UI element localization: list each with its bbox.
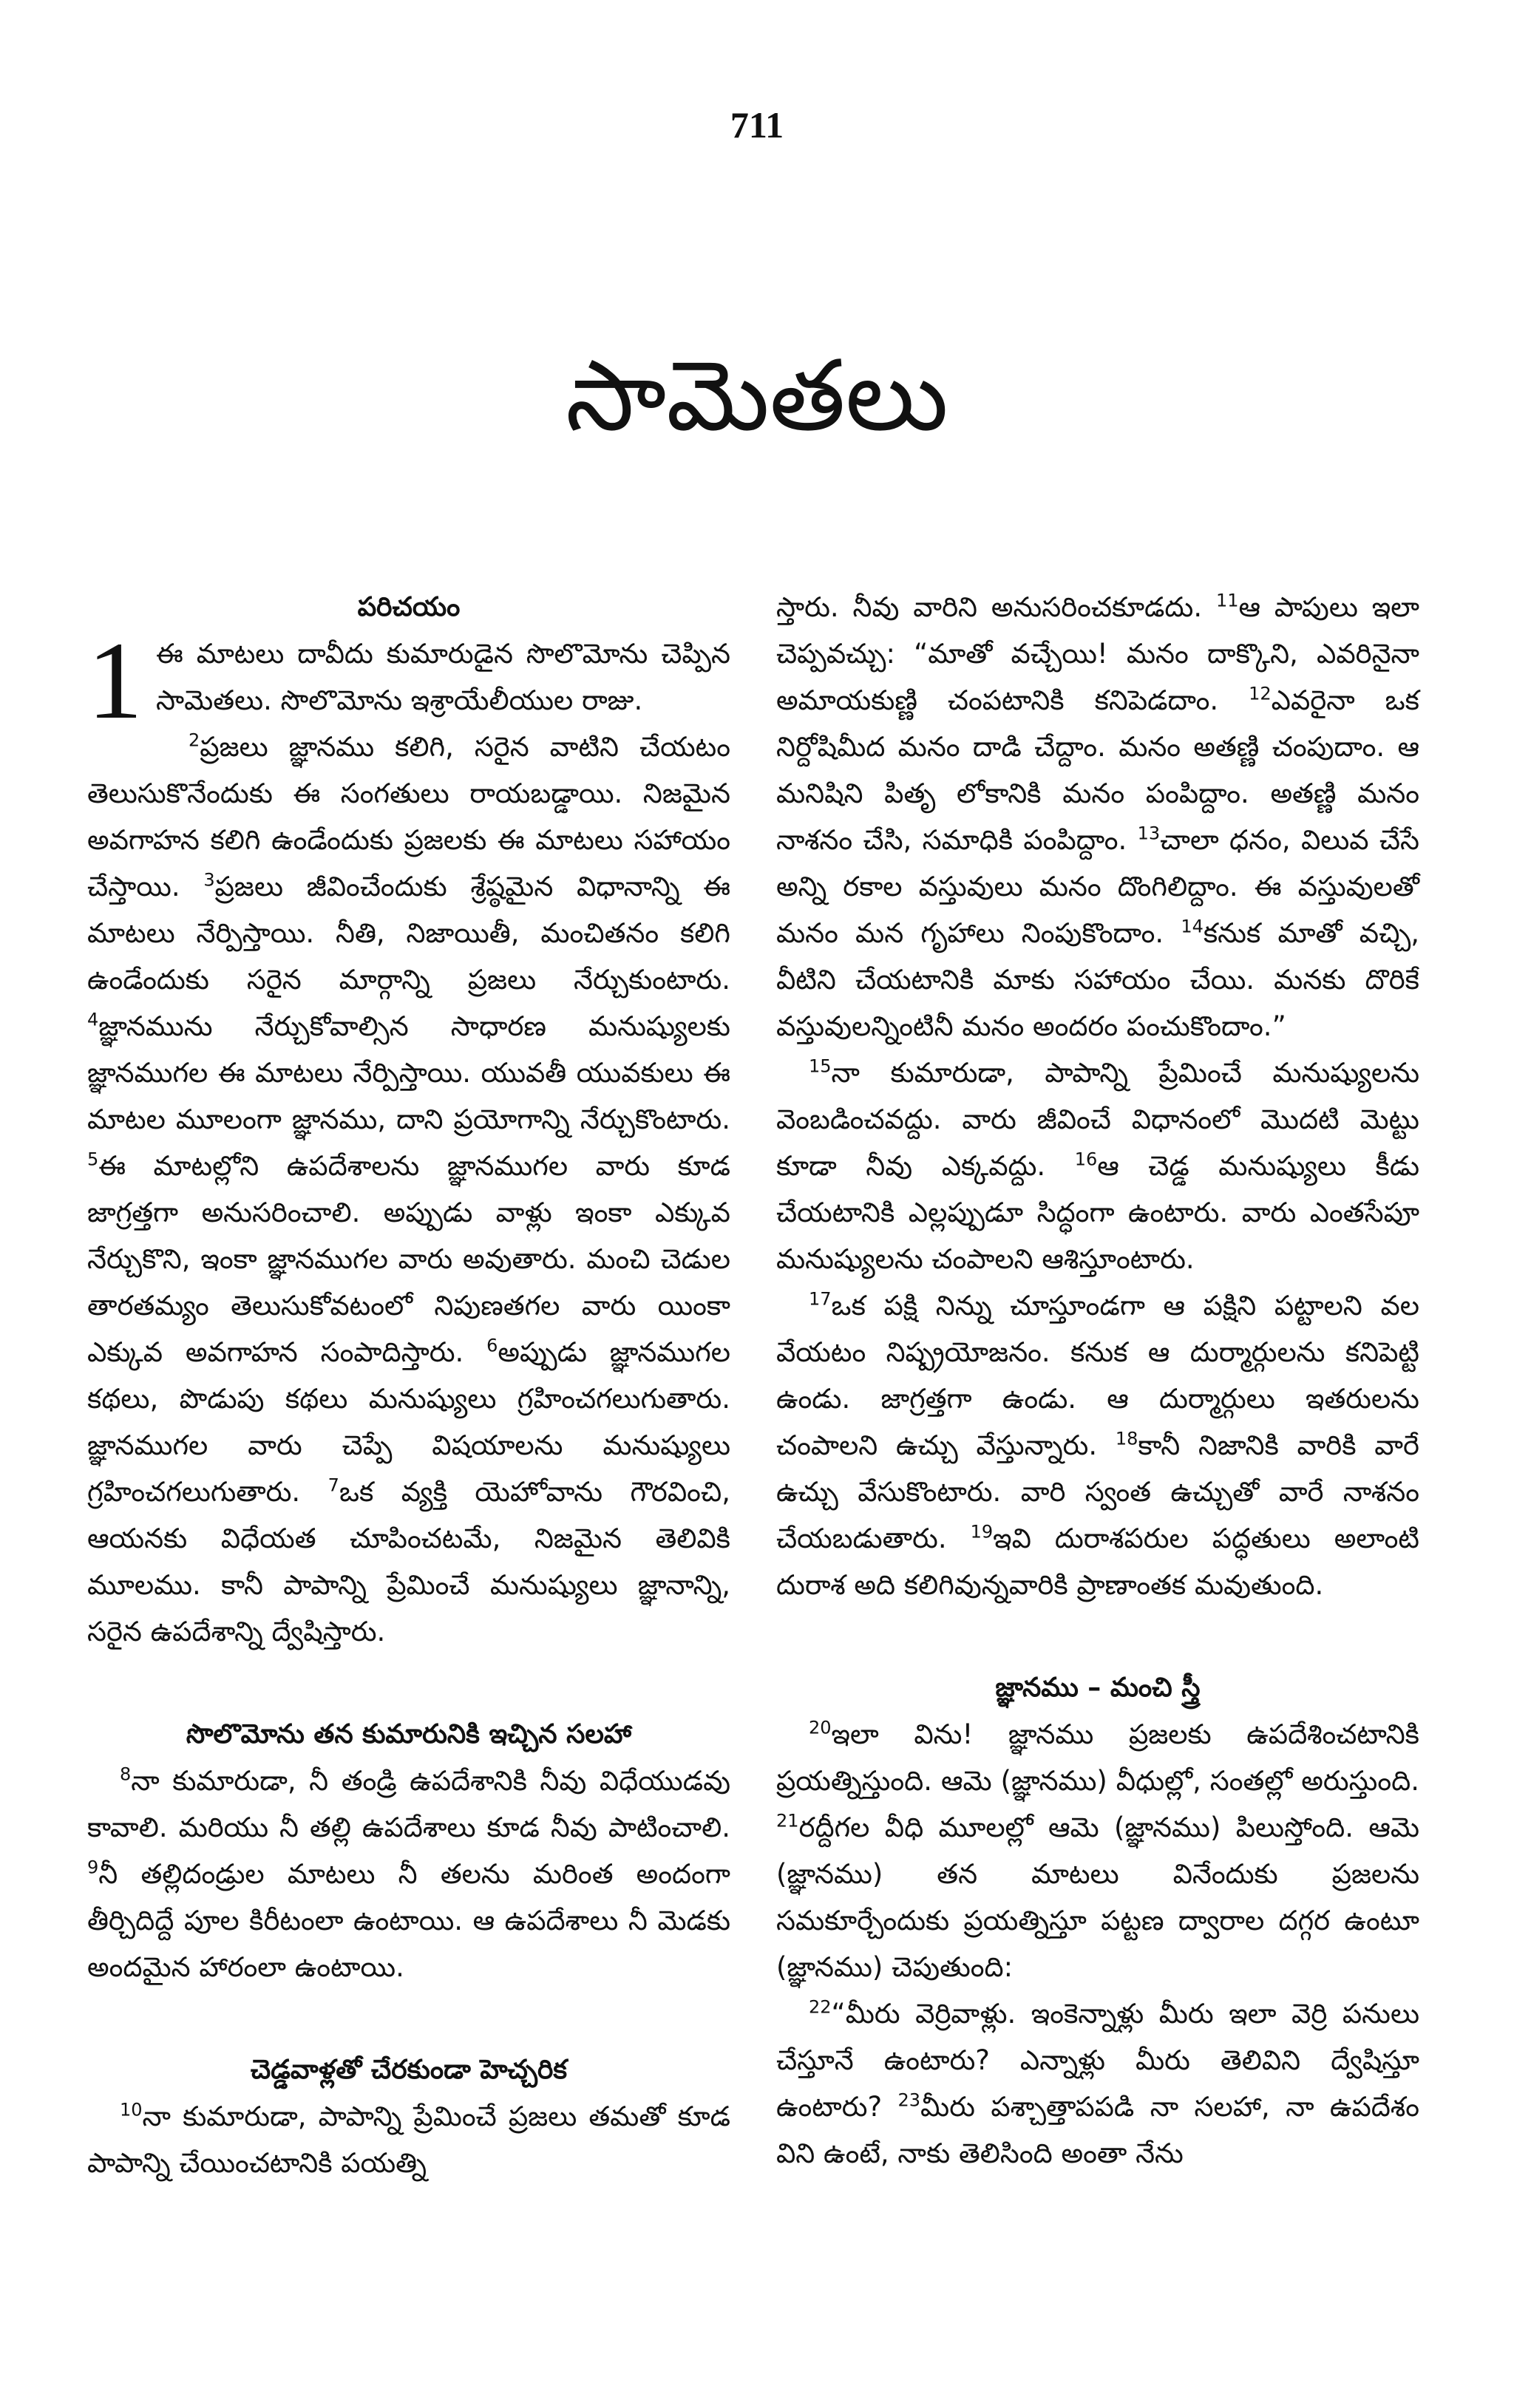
verse-paragraph <box>776 1990 1419 2177</box>
verse-number: 14 <box>1181 916 1204 937</box>
verse-paragraph <box>776 1711 1419 1990</box>
verse-number: 6 <box>486 1335 498 1356</box>
verse-text: ఆ పాపులు ఇలా చెప్పవచ్చు: “మాతో వచ్చేయి! మనం దాక్కొని, ఎవరినైనా అమాయకుణ్ణి చంపటానికి కనిపెడదాం. <box>776 591 1419 716</box>
verse-paragraph <box>776 584 1419 1050</box>
chapter-number: 1 <box>87 619 143 742</box>
verse-text: నా కుమారుడా, నీ తండ్రి ఉపదేశానికి నీవు విధేయుడవు కావాలి. మరియు నీ తల్లి ఉపదేశాలు కూడ నీవు పాటించాలి. <box>87 1765 730 1843</box>
verse-text: ఒక పక్షి నిన్ను చూస్తూండగా ఆ పక్షిని పట్టాలని వల వేయటం నిష్ప్రయోజనం. కనుక ఆ దుర్మార్గులను కనిపెట్టి ఉండు. జాగ్రత్తగా ఉండు. ఆ దుర్మార్గులు ఇతరులను చంపాలని ఉచ్చు వేస్తున్నారు. <box>776 1290 1419 1461</box>
verse-text: అప్పుడు జ్ఞానముగల కథలు, పొడుపు కథలు మనుష్యులు గ్రహించగలుగుతారు. జ్ఞానముగల వారు చెప్పే విషయాలను మనుష్యులు గ్రహించగలుగుతారు. <box>87 1336 731 1508</box>
verse-text: కానీ నిజానికి వారికి వారే ఉచ్చు వేసుకొంటారు. వారి స్వంత ఉచ్చుతో వారే నాశనం చేయబడుతారు. <box>776 1429 1419 1554</box>
verse-text: ప్రజలు జీవించేందుకు శ్రేష్ఠమైన విధానాన్ని ఈ మాటలు నేర్పిస్తాయి. నీతి, నిజాయితీ, మంచితనం కలిగి ఉండేందుకు సరైన మార్గాన్ని ప్రజలు నేర్చుకుంటారు. <box>87 871 731 996</box>
page-number: 711 <box>730 104 784 146</box>
verse-text: ఒక వ్యక్తి యెహోవాను గౌరవించి, ఆయనకు విధేయత చూపించటమే, నిజమైన తెలివికి మూలము. కానీ పాపాన్ని ప్రేమించే మనుష్యులు జ్ఞానాన్ని, సరైన ఉపదేశాన్ని ద్వేషిస్తారు. <box>87 1476 730 1647</box>
verse-number: 17 <box>809 1288 832 1310</box>
verse-number: 12 <box>1249 683 1272 704</box>
verse-text: ఆ చెడ్డ మనుష్యులు కీడు చేయటానికి ఎల్లప్పుడూ సిద్ధంగా ఉంటారు. వారు ఎంతసేపూ మనుష్యులను చంపాలని ఆశిస్తూంటారు. <box>776 1150 1419 1275</box>
verse-number: 20 <box>809 1717 832 1738</box>
verse-text: మీరు పశ్చాత్తాపపడి నా సలహా, నా ఉపదేశం విని ఉంటే, నాకు తెలిసింది అంతా నేను <box>776 2091 1419 2169</box>
verse-paragraph <box>87 724 730 1655</box>
verse-number: 9 <box>87 1857 99 1878</box>
verse-text: “మీరు వెర్రివాళ్లు. ఇంకెన్నాళ్లు మీరు ఇలా వెర్రి పనులు చేస్తూనే ఉంటారు? ఎన్నాళ్లు మీరు తెలివిని ద్వేషిస్తూ ఉంటారు? <box>776 1998 1419 2123</box>
verse-text: చాలా ధనం, విలువ చేసే అన్ని రకాల వస్తువులు మనం దొంగిలిద్దాం. ఈ వస్తువులతో మనం మన గృహాలు నింపుకొందాం. <box>776 824 1419 949</box>
verse-text: రద్దీగల వీధి మూలల్లో ఆమె (జ్ఞానము) పిలుస్తోంది. ఆమె (జ్ఞానము) తన మాటలు వినేందుకు ప్రజలను సమకూర్చేందుకు ప్రయత్నిస్తూ పట్టణ ద్వారాల దగ్గర ఉంటూ (జ్ఞానము) చెపుతుంది: <box>776 1812 1419 1983</box>
verse-paragraph <box>776 1282 1419 1608</box>
verse-text: ఈ మాటల్లోని ఉపదేశాలను జ్ఞానముగల వారు కూడ జాగ్రత్తగా అనుసరించాలి. అప్పుడు వాళ్లు ఇంకా ఎక్కువ నేర్చుకొని, ఇంకా జ్ఞానముగల వారు అవుతారు. మంచి చెడుల తారతమ్యం తెలుసుకోవటంలో నిపుణతగల వారు యింకా ఎక్కువ అవగాహన సంపాదిస్తారు. <box>87 1150 730 1368</box>
left-column <box>87 584 730 2186</box>
verse-number: 4 <box>87 1009 99 1030</box>
verse-number: 18 <box>1115 1428 1138 1449</box>
verse-number: 7 <box>327 1475 339 1496</box>
verse-number: 15 <box>809 1055 832 1077</box>
verse-text: ఈ మాటలు దావీదు కుమారుడైన సొలొమోను చెప్పిన సామెతలు. సొలొమోను ఇశ్రాయేలీయుల రాజు. <box>156 638 730 716</box>
verse-paragraph <box>776 1050 1419 1282</box>
verse-paragraph <box>87 619 730 742</box>
verse-text: జ్ఞానమును నేర్చుకోవాల్సిన సాధారణ మనుష్యులకు జ్ఞానముగల ఈ మాటలు నేర్పిస్తాయి. యువతీ యువకులు ఈ మాటల మూలంగా జ్ఞానము, దాని ప్రయోగాన్ని నేర్చుకొంటారు. <box>87 1010 730 1135</box>
right-column <box>776 584 1419 2177</box>
section-heading: సొలొమోను తన కుమారునికి ఇచ్చిన సలహా <box>186 1719 632 1749</box>
section-heading: పరిచయం <box>357 592 461 622</box>
verse-text: స్తారు. నీవు వారిని అనుసరించకూడదు. <box>776 591 1216 623</box>
verse-text: ఇలా విను! జ్ఞానము ప్రజలకు ఉపదేశించటానికి ప్రయత్నిస్తుంది. ఆమె (జ్ఞానము) వీధుల్లో, సంతల్లో అరుస్తుంది. <box>776 1718 1419 1797</box>
verse-number: 13 <box>1137 823 1161 844</box>
verse-number: 3 <box>203 869 215 891</box>
verse-number: 22 <box>809 1996 832 2018</box>
verse-number: 10 <box>120 2099 143 2120</box>
verse-text: కనుక మాతో వచ్చి, వీటిని చేయటానికి మాకు సహాయం చేయి. మనకు దొరికే వస్తువులన్నింటినీ మనం అందరం పంచుకొందాం.” <box>776 917 1420 1042</box>
verse-number: 5 <box>87 1149 99 1170</box>
verse-text: ఎవరైనా ఒక నిర్దోషిమీద మనం దాడి చేద్దాం. మనం అతణ్ణి చంపుదాం. ఆ మనిషిని పితృ లోకానికి మనం పంపిద్దాం. అతణ్ణి మనం నాశనం చేసి, సమాధికి పంపిద్దాం. <box>776 684 1419 856</box>
verse-number: 11 <box>1215 590 1239 611</box>
verse-number: 16 <box>1074 1149 1098 1170</box>
section-heading: జ్ఞానము – మంచి స్త్రీ <box>995 1673 1201 1703</box>
section-heading: చెడ్డవాళ్లతో చేరకుండా హెచ్చరిక <box>250 2055 568 2085</box>
verse-number: 23 <box>897 2089 921 2111</box>
verse-paragraph <box>87 1758 730 1990</box>
verse-text: ఇవి దురాశపరుల పద్ధతులు అలాంటి దురాశ అది కలిగివున్నవారికి ప్రాణాంతక మవుతుంది. <box>776 1523 1419 1601</box>
book-title: సామెతలు <box>566 339 948 453</box>
verse-text: ప్రజలు జ్ఞానము కలిగి, సరైన వాటిని చేయటం తెలుసుకొనేందుకు ఈ సంగతులు రాయబడ్డాయి. నిజమైన అవగాహన కలిగి ఉండేందుకు ప్రజలకు ఈ మాటలు సహాయం చేస్తాయి. <box>87 731 730 902</box>
verse-text: నా కుమారుడా, పాపాన్ని ప్రేమించే మనుష్యులను వెంబడించవద్దు. వారు జీవించే విధానంలో మొదటి మెట్టు కూడా నీవు ఎక్కవద్దు. <box>776 1057 1419 1182</box>
verse-number: 21 <box>776 1810 799 1831</box>
verse-paragraph <box>87 2093 730 2186</box>
verse-text: నా కుమారుడా, పాపాన్ని ప్రేమించే ప్రజలు తమతో కూడ పాపాన్ని చేయించటానికి పయత్ని <box>87 2101 730 2179</box>
verse-number: 8 <box>120 1764 132 1785</box>
verse-number: 2 <box>189 729 200 751</box>
verse-text: నీ తల్లిదండ్రుల మాటలు నీ తలను మరింత అందంగా తీర్చిదిద్దే పూల కిరీటంలా ఉంటాయి. ఆ ఉపదేశాలు నీ మెడకు అందమైన హారంలా ఉంటాయి. <box>87 1858 730 1983</box>
verse-number: 19 <box>970 1521 994 1543</box>
